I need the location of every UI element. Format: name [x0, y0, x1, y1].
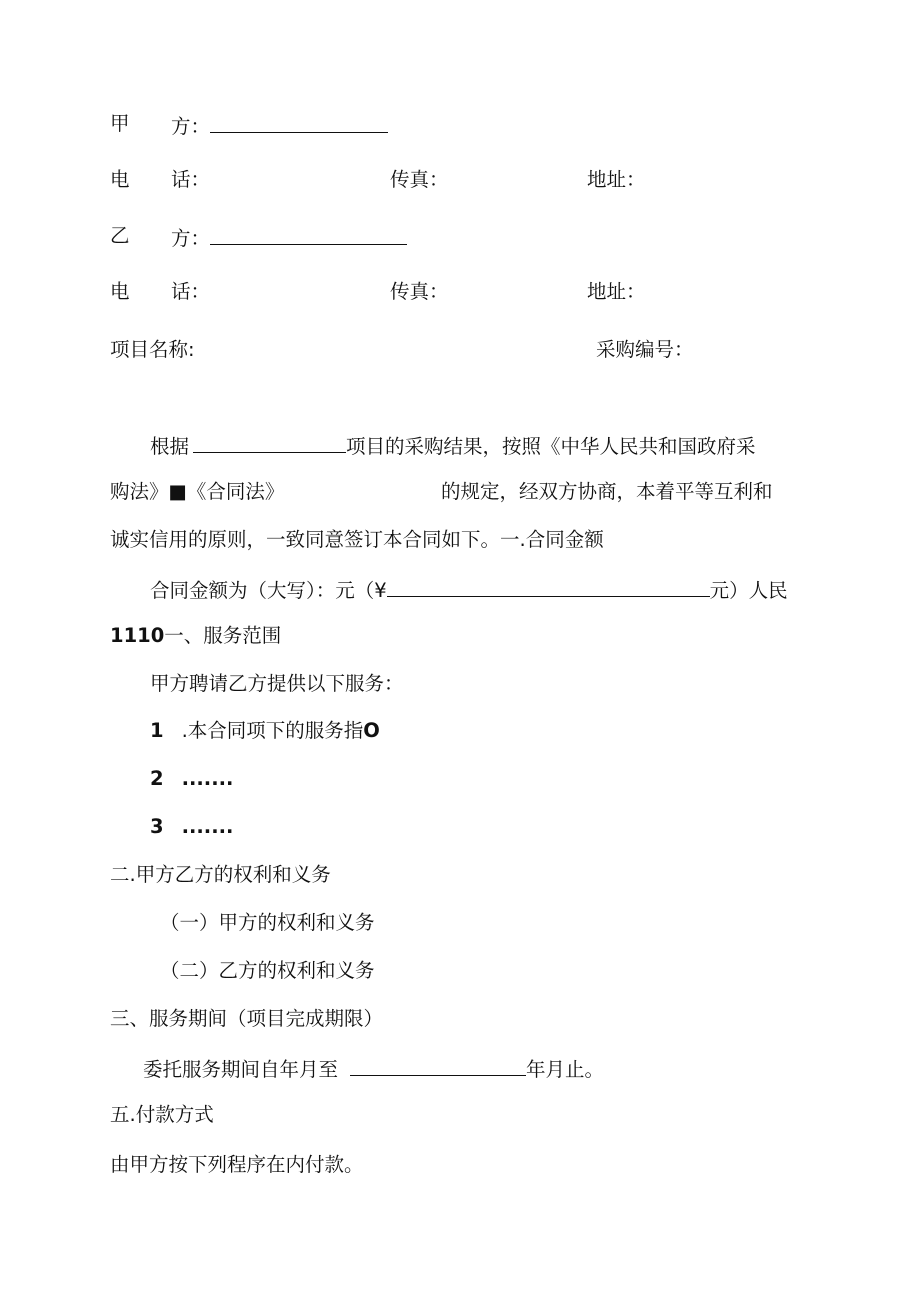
party-b-phone-colon	[171, 282, 210, 302]
rights-heading: 二.甲方乙方的权利和义务	[110, 863, 331, 886]
procurement-number-label: 采购编号：	[596, 338, 694, 361]
party-b-fax-label: 传真：	[390, 280, 449, 303]
party-a-phone-label	[110, 170, 130, 190]
phone-label-suffix: 话：	[171, 280, 211, 303]
party-a-colon-label	[171, 114, 388, 137]
service-item-text: .本合同项下的服务指	[181, 719, 364, 742]
party-a-phone-colon	[171, 170, 210, 190]
party-a-label	[110, 114, 130, 134]
party-b-colon-label	[171, 226, 407, 249]
service-item-number: 2	[150, 767, 164, 790]
party-b-name-field[interactable]	[210, 226, 407, 245]
project-name-label: 项目名称:	[110, 338, 195, 361]
service-item-1	[150, 721, 380, 741]
party-a-address-label: 地址：	[587, 168, 646, 191]
service-item-2	[150, 769, 233, 789]
contract-amount-line	[150, 578, 788, 601]
service-item-number: 3	[150, 815, 164, 838]
project-name-blank[interactable]	[193, 434, 346, 453]
party-b-label	[110, 226, 130, 246]
service-item-tail: O	[363, 719, 380, 742]
service-period-start: 委托服务期间自年月至	[143, 1058, 339, 1081]
contract-amount-blank[interactable]	[387, 578, 710, 597]
preamble-line-1-end: 项目的采购结果，按照《中华人民共和国政府采	[346, 435, 756, 458]
party-b-phone-label	[110, 282, 130, 302]
service-item-text: .......	[181, 767, 234, 790]
payment-heading: 五.付款方式	[110, 1103, 214, 1126]
service-period-line	[143, 1057, 604, 1080]
preamble-line-1-start: 根据	[150, 435, 190, 458]
phone-label-char: 电	[110, 168, 130, 191]
service-item-number: 1	[150, 719, 164, 742]
payment-line: 由甲方按下列程序在内付款。	[110, 1153, 364, 1176]
service-period-end: 年月止。	[526, 1058, 605, 1081]
contract-amount-suffix: 元）人民	[709, 579, 788, 602]
services-intro: 甲方聘请乙方提供以下服务：	[150, 672, 404, 695]
party-b-address-label: 地址：	[587, 280, 646, 303]
party-b-rights-subheading: （二）乙方的权利和义务	[160, 959, 375, 982]
amount-number: 1110	[110, 624, 165, 647]
phone-label-suffix: 话：	[171, 168, 211, 191]
party-a-label-suffix: 方：	[171, 115, 211, 138]
party-a-rights-subheading: （一）甲方的权利和义务	[160, 911, 375, 934]
preamble-line-3: 诚实信用的原则，一致同意签订本合同如下。一.合同金额	[110, 528, 604, 551]
party-a-fax-label: 传真：	[390, 168, 449, 191]
phone-label-char: 电	[110, 280, 130, 303]
party-a-label-char: 甲	[110, 112, 130, 135]
preamble-line-2-end: 的规定，经双方协商，本着平等互利和	[441, 480, 773, 503]
service-scope-heading: 一、服务范围	[164, 624, 282, 647]
preamble-line-1	[150, 434, 756, 457]
service-period-blank[interactable]	[350, 1057, 526, 1076]
preamble-line-2-start: 购法》■《合同法》	[110, 480, 285, 503]
contract-amount-label: 合同金额为（大写）：元（¥	[150, 579, 387, 602]
service-item-text: .......	[181, 815, 234, 838]
service-period-heading: 三、服务期间（项目完成期限）	[110, 1007, 384, 1030]
party-a-name-field[interactable]	[210, 114, 388, 133]
party-b-label-char: 乙	[110, 224, 130, 247]
amount-continuation-line	[110, 626, 281, 646]
party-b-label-suffix: 方：	[171, 227, 211, 250]
service-item-3	[150, 817, 233, 837]
